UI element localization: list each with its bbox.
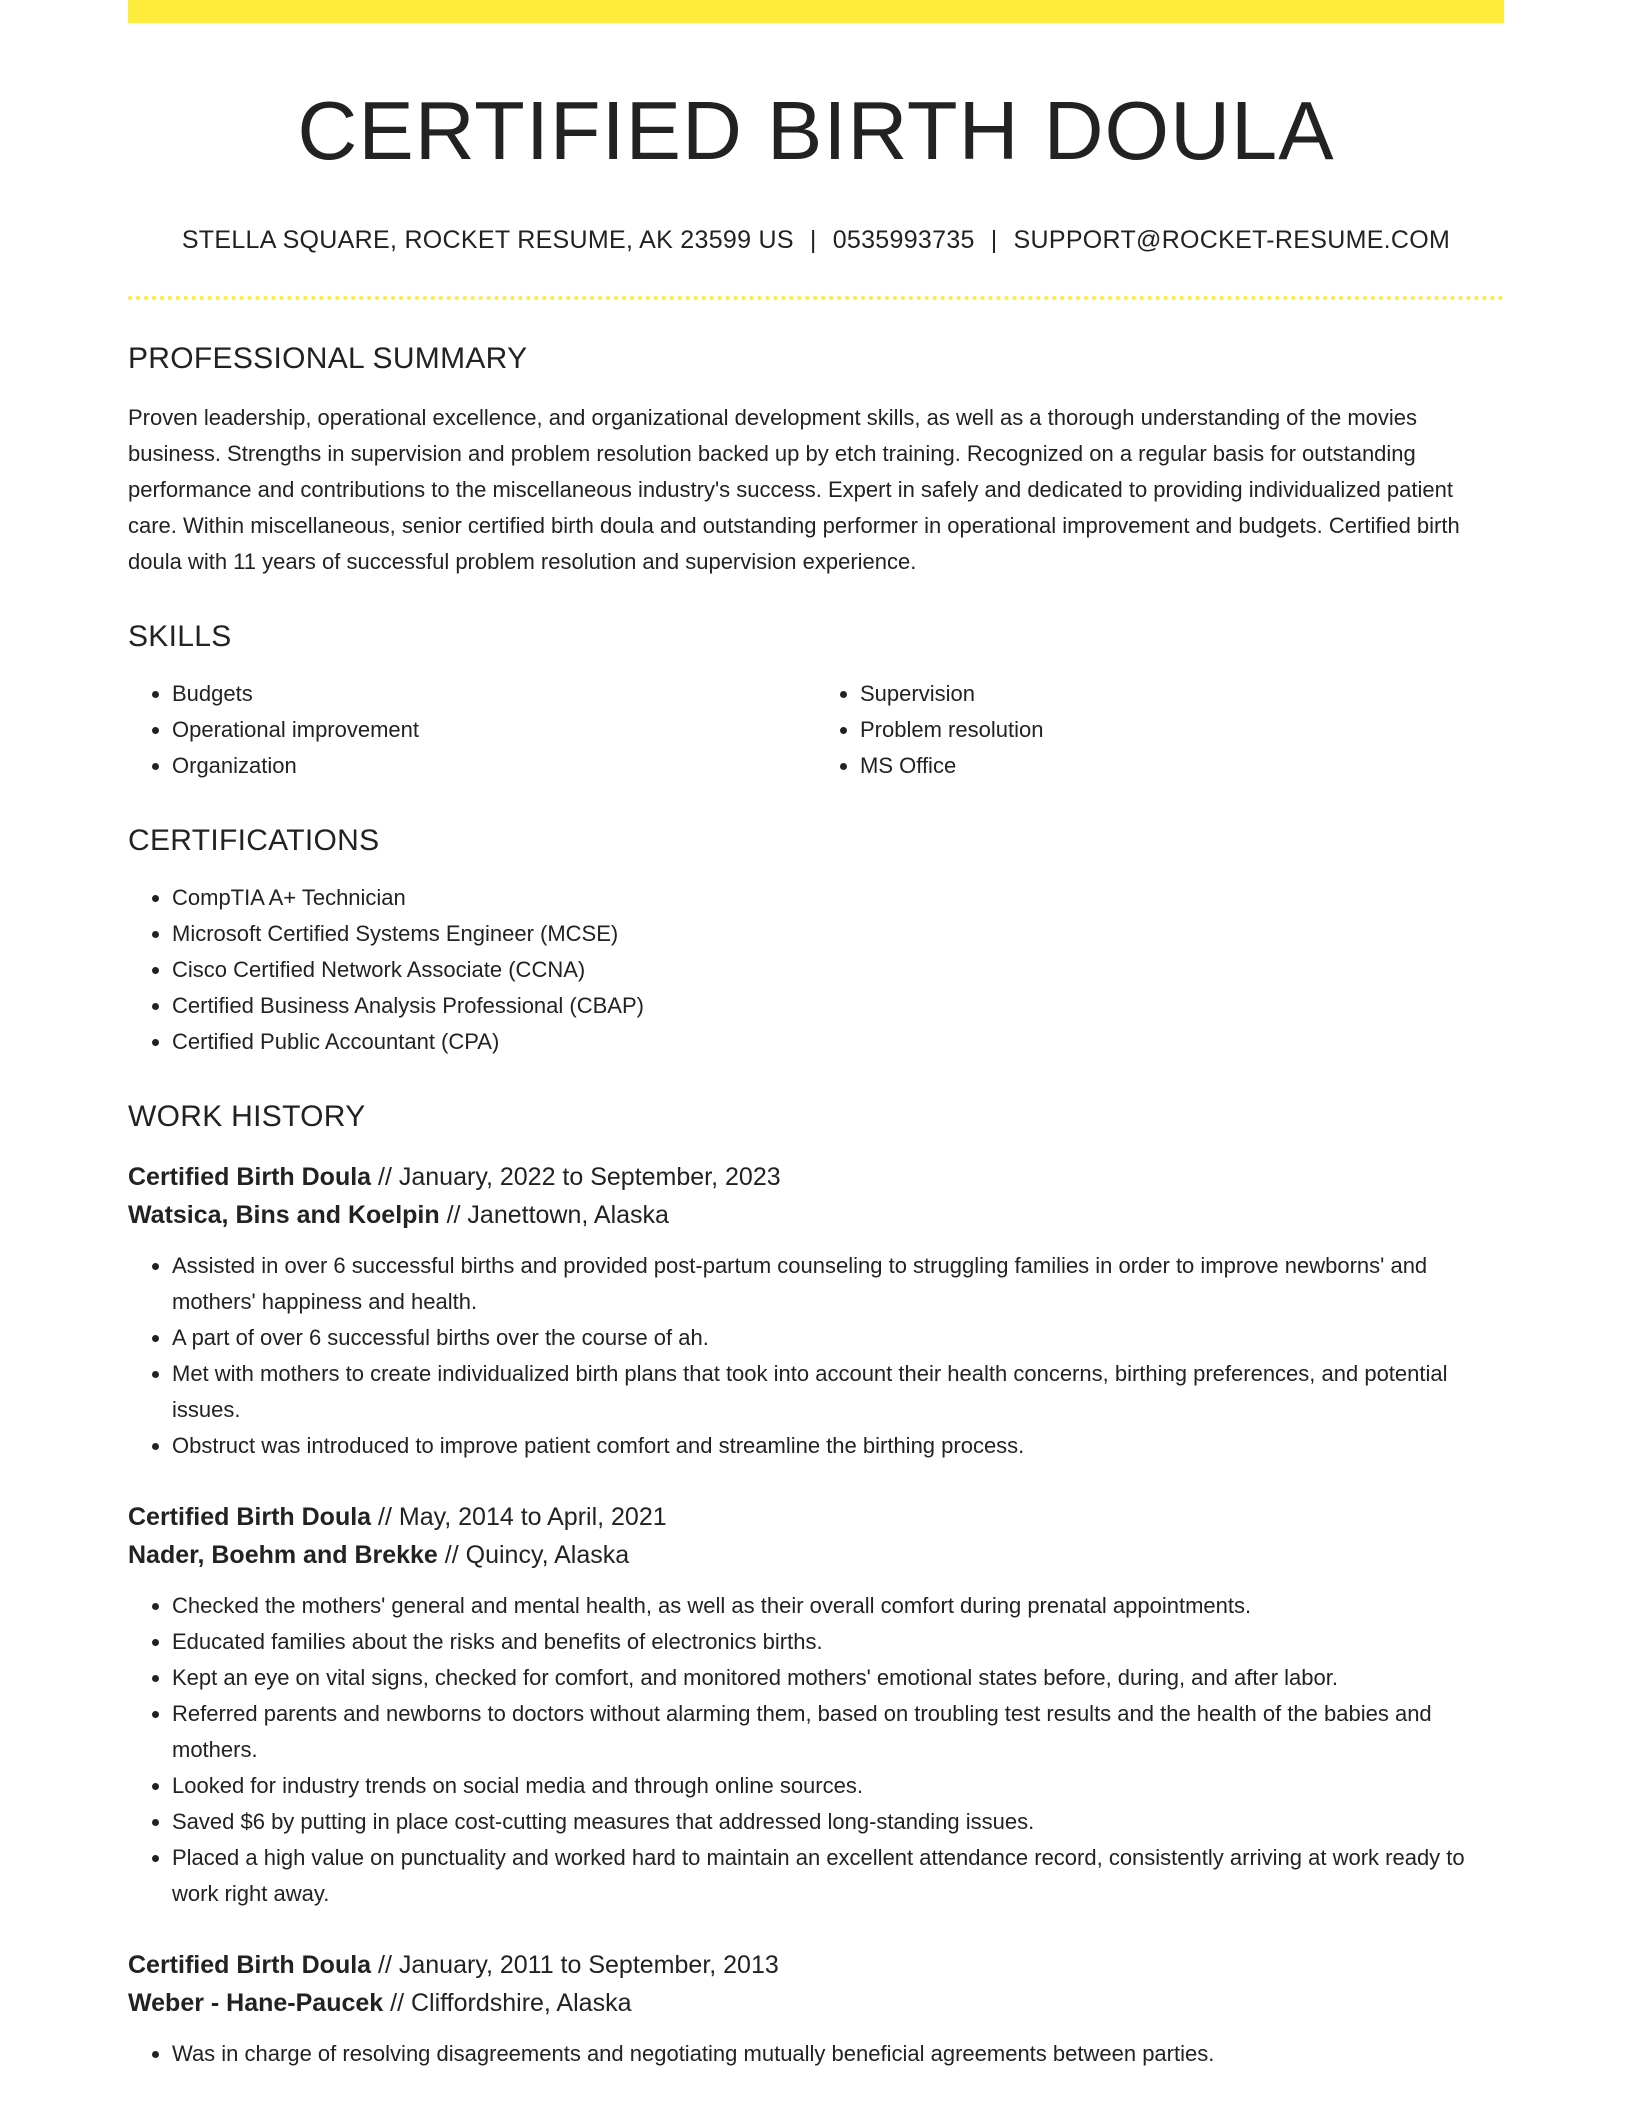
skills-list-left [128,676,816,784]
job-bullet: • Obstruct was introduced to improve patient comfort and streamline the birthing process. [172,1428,1504,1464]
certification-item: • Certified Business Analysis Professional (CBAP) [172,988,1504,1024]
summary-text: Proven leadership, operational excellence, and organizational development skills, as well as a thorough understanding of the movies business. Strengths in supervision and problem resolution backed up by etch training. Recognized on a regular basis for outstanding performance and contributions to the miscellaneous industry's success. Expert in safely and dedicated to providing individualized patient care. Within miscellaneous, senior certified birth doula and outstanding performer in operational improvement and budgets. Certified birth doula with 11 years of successful problem resolution and supervision experience. [128,405,1460,575]
job-entry [128,1946,1504,2072]
skill-item: • Supervision [860,676,1504,712]
job-bullet: • Saved $6 by putting in place cost-cutting measures that addressed long-standing issues. [172,1804,1504,1840]
certifications-heading: CERTIFICATIONS [128,824,380,858]
contact-email: SUPPORT@ROCKET-RESUME.COM [1013,226,1451,255]
contact-separator: | [809,226,817,255]
certifications-list [128,880,1504,1060]
job-role: Certified Birth Doula [128,1951,372,1980]
job-entry [128,1498,1504,1912]
job-bullet: • A part of over 6 successful births over the course of ah. [172,1320,1504,1356]
contact-phone: 0535993735 [832,226,975,255]
job-dates: January, 2011 to September, 2013 [398,1951,779,1980]
skills-grid [128,676,1504,784]
job-location: Quincy, Alaska [465,1541,630,1570]
job-delimiter: // [371,1951,399,1980]
job-role-line [128,1158,1504,1196]
job-bullet: • Looked for industry trends on social media and through online sources. [172,1768,1504,1804]
certification-item: • Microsoft Certified Systems Engineer (MCSE) [172,916,1504,952]
skill-item: • Organization [172,748,816,784]
job-delimiter: // [383,1989,411,2018]
job-bullet: • Kept an eye on vital signs, checked for comfort, and monitored mothers' emotional states before, during, and after labor. [172,1660,1504,1696]
accent-top-bar [128,0,1504,23]
job-delimiter: // [371,1503,399,1532]
job-bullets [128,1588,1504,1912]
skill-item: • Operational improvement [172,712,816,748]
job-bullets [128,1248,1504,1464]
job-delimiter: // [439,1201,468,1230]
job-delimiter: // [437,1541,466,1570]
job-company-line [128,1196,1504,1234]
contact-address: STELLA SQUARE, ROCKET RESUME, AK 23599 US [181,226,794,255]
job-company: Watsica, Bins and Koelpin [128,1201,440,1230]
job-delimiter: // [371,1163,399,1192]
dotted-divider [128,296,1504,300]
job-role-line [128,1498,1504,1536]
job-company-line [128,1536,1504,1574]
certification-item: • Certified Public Accountant (CPA) [172,1024,1504,1060]
certification-item: • CompTIA A+ Technician [172,880,1504,916]
resume-page [128,0,1504,2072]
resume-title: CERTIFIED BIRTH DOULA [297,84,1335,177]
summary-heading: PROFESSIONAL SUMMARY [128,342,528,376]
work-history-heading: WORK HISTORY [128,1100,366,1134]
skill-item: • Budgets [172,676,816,712]
job-bullet: • Educated families about the risks and benefits of electronics births. [172,1624,1504,1660]
contact-line [128,226,1504,255]
job-company: Weber - Hane-Paucek [128,1989,384,2018]
job-role-line [128,1946,1504,1984]
skills-heading: SKILLS [128,620,232,654]
job-company-line [128,1984,1504,2022]
skill-item: • MS Office [860,748,1504,784]
certification-item: • Cisco Certified Network Associate (CCNA) [172,952,1504,988]
skills-list-right [816,676,1504,784]
job-dates: January, 2022 to September, 2023 [398,1163,781,1192]
job-bullet: • Assisted in over 6 successful births and provided post-partum counseling to struggling families in order to improve newborns' and mothers' happiness and health. [172,1248,1504,1320]
job-role: Certified Birth Doula [128,1163,372,1192]
job-bullet: • Referred parents and newborns to doctors without alarming them, based on troubling test results and the health of the babies and mothers. [172,1696,1504,1768]
contact-separator: | [990,226,998,255]
job-dates: May, 2014 to April, 2021 [398,1503,667,1532]
job-entry [128,1158,1504,1464]
job-company: Nader, Boehm and Brekke [128,1541,438,1570]
job-location: Cliffordshire, Alaska [411,1989,632,2018]
job-bullets [128,2036,1504,2072]
job-role: Certified Birth Doula [128,1503,372,1532]
skill-item: • Problem resolution [860,712,1504,748]
job-bullet: • Met with mothers to create individualized birth plans that took into account their health concerns, birthing preferences, and potential issues. [172,1356,1504,1428]
job-bullet: • Was in charge of resolving disagreements and negotiating mutually beneficial agreements between parties. [172,2036,1504,2072]
job-bullet: • Checked the mothers' general and mental health, as well as their overall comfort during prenatal appointments. [172,1588,1504,1624]
job-location: Janettown, Alaska [467,1201,669,1230]
job-bullet: • Placed a high value on punctuality and worked hard to maintain an excellent attendance record, consistently arriving at work ready to work right away. [172,1840,1504,1912]
